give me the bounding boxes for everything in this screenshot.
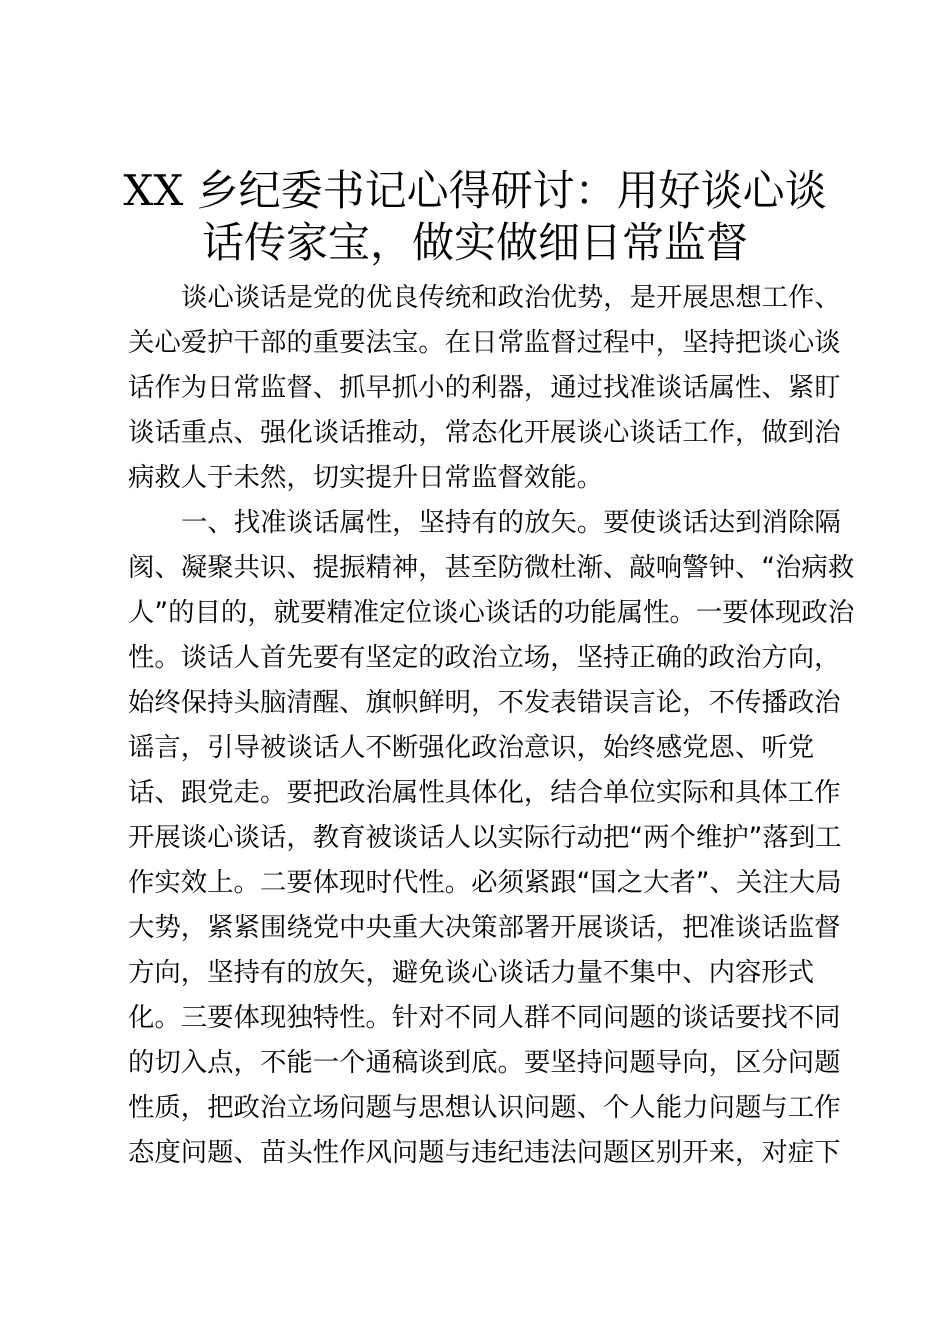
- text-line: 一、找准谈话属性，坚持有的放矢。要使谈话达到消除隔: [181, 507, 841, 538]
- text-line: 态度问题、苗头性作风问题与违纪违法问题区别开来，对症下: [128, 1137, 841, 1168]
- text-line: 话作为日常监督、抓早抓小的利器，通过找准谈话属性、紧盯: [128, 372, 841, 403]
- text-line: 谣言，引导被谈话人不断强化政治意识，始终感党恩、听党: [128, 732, 815, 763]
- text-line: 性。谈话人首先要有坚定的政治立场，坚持正确的政治方向，: [128, 642, 841, 673]
- document-title-line-1: XX 乡纪委书记心得研讨：用好谈心谈: [123, 166, 827, 215]
- text-line: 始终保持头脑清醒、旗帜鲜明，不发表错误言论，不传播政治: [128, 687, 841, 718]
- text-line: 性质，把政治立场问题与思想认识问题、个人能力问题与工作: [128, 1092, 841, 1123]
- text-line: 方向，坚持有的放矢，避免谈心谈话力量不集中、内容形式: [128, 957, 815, 988]
- document-title-line-2: 话传家宝，做实做细日常监督: [201, 218, 748, 267]
- text-line: 人”的目的，就要精准定位谈心谈话的功能属性。一要体现政治: [128, 597, 855, 628]
- text-line: 话、跟党走。要把政治属性具体化，结合单位实际和具体工作: [128, 777, 841, 808]
- text-line: 谈话重点、强化谈话推动，常态化开展谈心谈话工作，做到治: [128, 417, 841, 448]
- text-line: 的切入点，不能一个通稿谈到底。要坚持问题导向，区分问题: [128, 1047, 841, 1078]
- text-line: 谈心谈话是党的优良传统和政治优势，是开展思想工作、: [181, 282, 841, 313]
- text-line: 化。三要体现独特性。针对不同人群不同问题的谈话要找不同: [128, 1002, 841, 1033]
- text-line: 病救人于未然，切实提升日常监督效能。: [128, 462, 604, 493]
- text-line: 大势，紧紧围绕党中央重大决策部署开展谈话，把准谈话监督: [128, 912, 841, 943]
- text-line: 作实效上。二要体现时代性。必须紧跟“国之大者”、关注大局: [128, 867, 842, 898]
- text-line: 关心爱护干部的重要法宝。在日常监督过程中，坚持把谈心谈: [128, 327, 841, 358]
- text-line: 阂、凝聚共识、提振精神，甚至防微杜渐、敲响警钟、“治病救: [128, 552, 855, 583]
- text-line: 开展谈心谈话，教育被谈话人以实际行动把“两个维护”落到工: [128, 822, 842, 853]
